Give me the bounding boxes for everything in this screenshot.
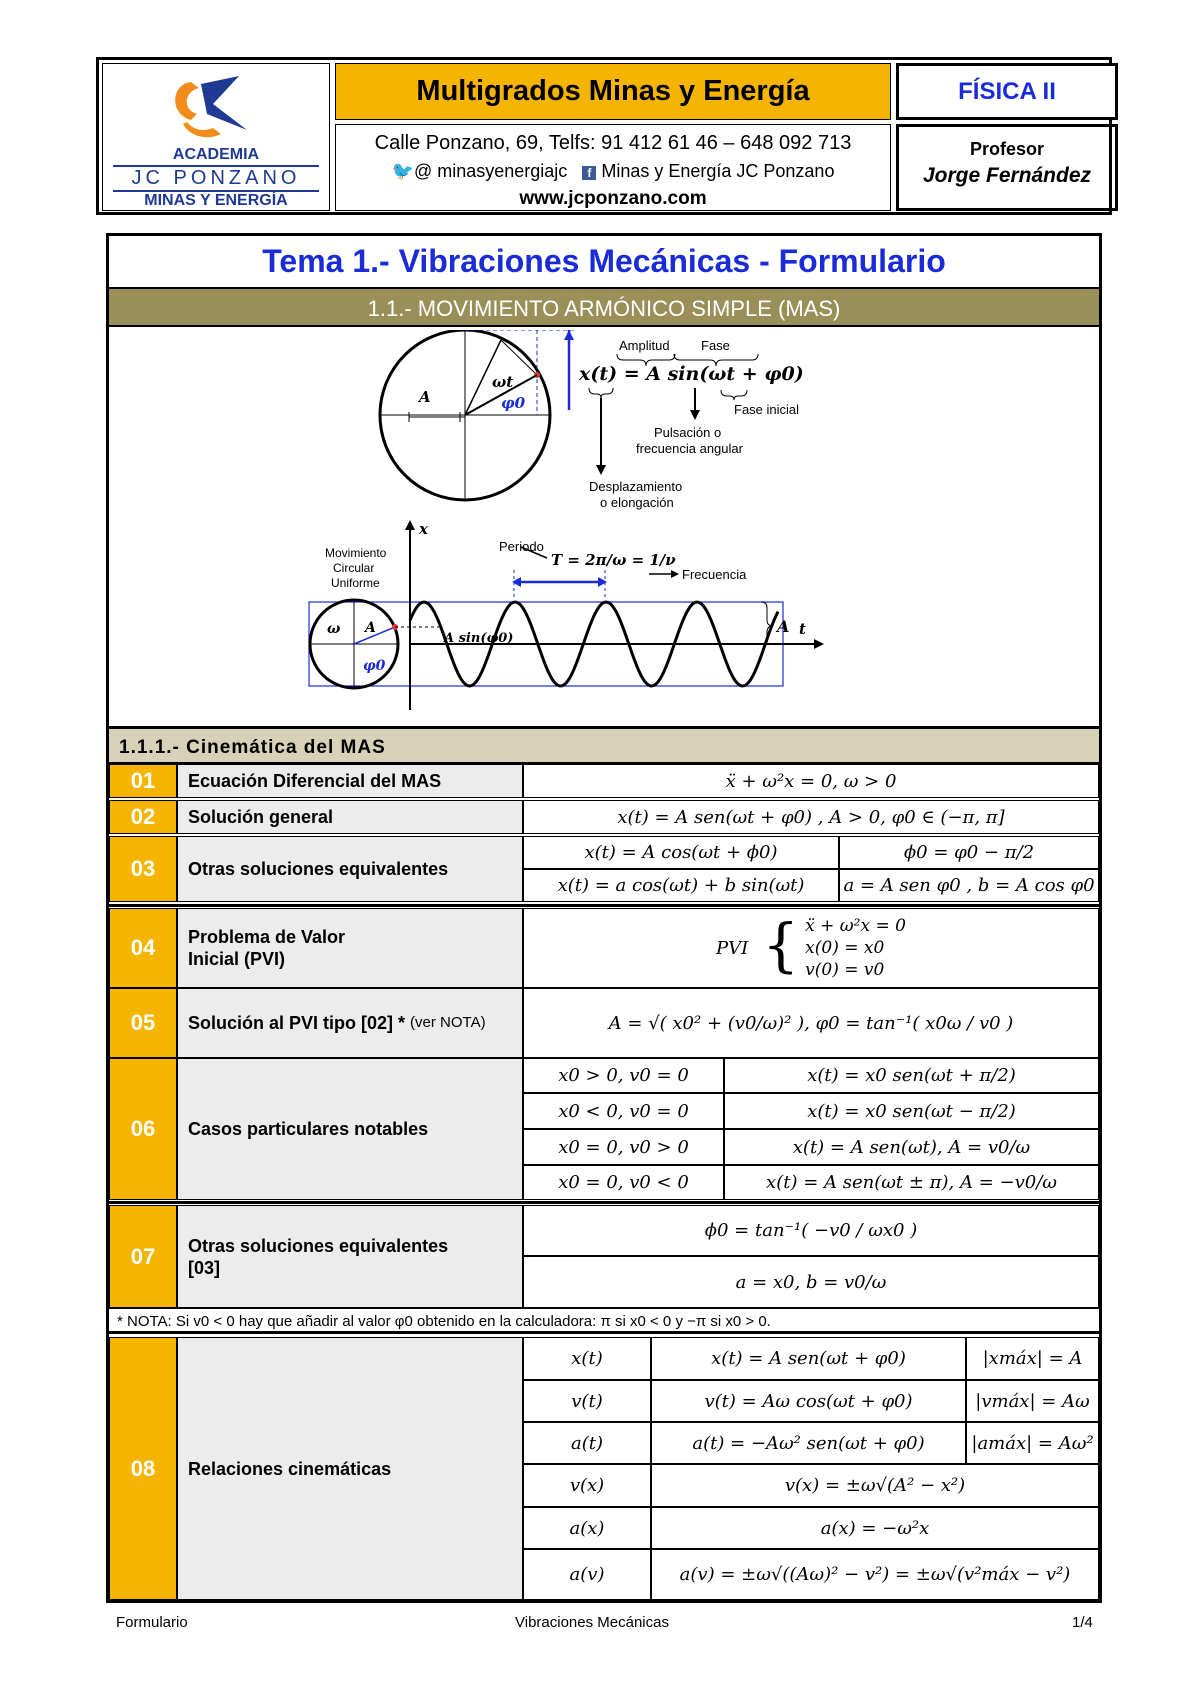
desplazamiento-label-1: Desplazamiento bbox=[589, 479, 683, 494]
row-02-label: Solución general bbox=[177, 800, 523, 834]
row-02-number: 02 bbox=[109, 800, 177, 834]
row-07-formula-2: a = x0, b = v0/ω bbox=[523, 1256, 1099, 1308]
page-title: Tema 1.- Vibraciones Mecánicas - Formulario bbox=[262, 243, 946, 279]
rel-1-var: x(t) bbox=[523, 1337, 651, 1380]
rel-4-var: v(x) bbox=[523, 1464, 651, 1507]
contact-box bbox=[335, 124, 891, 211]
row-07-label: Otras soluciones equivalentes [03] bbox=[177, 1205, 523, 1308]
case-3-condition: x0 = 0, v0 > 0 bbox=[523, 1129, 724, 1165]
row-03-formula-2: ϕ0 = φ0 − π/2 bbox=[839, 836, 1099, 869]
amplitud-label: Amplitud bbox=[619, 338, 670, 353]
mov-label-1: Movimiento bbox=[325, 546, 387, 560]
row-05-label-cell bbox=[177, 988, 523, 1058]
rel-3-max: |amáx| = Aω² bbox=[966, 1422, 1099, 1464]
row-03-label: Otras soluciones equivalentes bbox=[177, 836, 523, 902]
desplazamiento-label-2: o elongación bbox=[600, 495, 674, 510]
professor-name: Jorge Fernández bbox=[922, 164, 1092, 187]
pvi-label: PVI bbox=[716, 937, 749, 959]
address: Calle Ponzano, 69, Telfs: 91 412 61 46 – 648 092 713 bbox=[374, 132, 852, 154]
row-07-formula-1: ϕ0 = tan⁻¹( −v0 / ωx0 ) bbox=[523, 1205, 1099, 1256]
rel-1-max: |xmáx| = A bbox=[966, 1337, 1099, 1380]
pulsacion-label-1: Pulsación o bbox=[654, 425, 722, 440]
row-08-number: 08 bbox=[109, 1337, 177, 1600]
nota: * NOTA: Si v0 < 0 hay que añadir al valor φ0 obtenido en la calculadora: π si x0 < 0 y −π si x0 > 0. bbox=[109, 1308, 1099, 1334]
periodo-label: Periodo bbox=[499, 539, 544, 554]
professor-label: Profesor bbox=[969, 139, 1045, 159]
equation: x(t) = A sin(ωt + φ0) bbox=[579, 363, 804, 385]
case-4-condition: x0 = 0, v0 < 0 bbox=[523, 1165, 724, 1200]
row-04-number: 04 bbox=[109, 908, 177, 988]
rel-3-var: a(t) bbox=[523, 1422, 651, 1464]
row-03-formula-1: x(t) = A cos(ωt + ϕ0) bbox=[523, 836, 839, 869]
row-05-note-ref: (ver NOTA) bbox=[410, 1014, 486, 1031]
omega-label: ω bbox=[327, 621, 341, 637]
case-1-condition: x0 > 0, v0 = 0 bbox=[523, 1058, 724, 1093]
rel-5-formula: a(x) = −ω²x bbox=[651, 1507, 1099, 1549]
frecuencia-label: Frecuencia bbox=[682, 567, 747, 582]
org-name: Multigrados Minas y Energía bbox=[335, 63, 891, 120]
rel-2-max: |vmáx| = Aω bbox=[966, 1380, 1099, 1422]
row-07-number: 07 bbox=[109, 1205, 177, 1308]
phi0-label: φ0 bbox=[501, 394, 526, 412]
row-04-pvi: PVI { ẍ + ω²x = 0 x(0) = x0 v(0) = v0 bbox=[523, 908, 1099, 988]
rel-5-var: a(x) bbox=[523, 1507, 651, 1549]
row-03-formula-3: x(t) = a cos(ωt) + b sin(ωt) bbox=[523, 869, 839, 902]
row-03-formula-4: a = A sen φ0 , b = A cos φ0 bbox=[839, 869, 1099, 902]
mov-label-2: Circular bbox=[333, 561, 375, 575]
case-4-solution: x(t) = A sen(ωt ± π), A = −v0/ω bbox=[724, 1165, 1099, 1200]
subsection-title: 1.1.1.- Cinemática del MAS bbox=[109, 726, 1099, 764]
case-1-solution: x(t) = x0 sen(ωt + π/2) bbox=[724, 1058, 1099, 1093]
header bbox=[96, 57, 1112, 215]
logo-line3: MINAS Y ENERGÍA bbox=[144, 192, 288, 209]
mcu-phi0-label: φ0 bbox=[363, 658, 386, 674]
row-08-label: Relaciones cinemáticas bbox=[177, 1337, 523, 1600]
row-06-number: 06 bbox=[109, 1058, 177, 1200]
rel-6-var: a(v) bbox=[523, 1549, 651, 1600]
amp-label: A bbox=[419, 388, 431, 406]
page-number: 1/4 bbox=[1072, 1614, 1093, 1631]
row-05-formula: A = √( x0² + (v0/ω)² ), φ0 = tan⁻¹( x0ω / v0 ) bbox=[523, 988, 1099, 1058]
twitter-icon: 🐦 bbox=[391, 161, 414, 181]
row-01-number: 01 bbox=[109, 764, 177, 798]
case-2-condition: x0 < 0, v0 = 0 bbox=[523, 1093, 724, 1129]
mov-label-3: Uniforme bbox=[331, 576, 380, 590]
row-01-formula: ẍ + ω²x = 0, ω > 0 bbox=[523, 764, 1099, 798]
fase-inicial-label: Fase inicial bbox=[734, 402, 800, 417]
rel-2-formula: v(t) = Aω cos(ωt + φ0) bbox=[651, 1380, 966, 1422]
pvi-eq-3: v(0) = v0 bbox=[805, 960, 885, 980]
wt-label: ωt bbox=[492, 373, 514, 391]
facebook-icon: f bbox=[582, 166, 596, 180]
period-equation: T = 2π/ω = 1/ν bbox=[551, 551, 676, 569]
academy-logo bbox=[102, 63, 330, 211]
row-04-label: Problema de Valor Inicial (PVI) bbox=[177, 908, 523, 988]
professor-box bbox=[896, 124, 1118, 211]
rel-4-formula: v(x) = ±ω√(A² − x²) bbox=[651, 1464, 1099, 1507]
subject: FÍSICA II bbox=[896, 63, 1118, 120]
rel-6-formula: a(v) = ±ω√((Aω)² − v²) = ±ω√(v²máx − v²) bbox=[651, 1549, 1099, 1600]
wave-amp-label: A bbox=[777, 617, 790, 636]
footer-center: Vibraciones Mecánicas bbox=[515, 1614, 669, 1631]
logo-line2: JC PONZANO bbox=[131, 167, 301, 189]
mas-diagram bbox=[109, 330, 1099, 724]
rel-1-formula: x(t) = A sen(ωt + φ0) bbox=[651, 1337, 966, 1380]
social-row bbox=[336, 157, 890, 185]
t-axis-label: t bbox=[799, 620, 806, 638]
asin-label: A sin(φ0) bbox=[444, 631, 514, 646]
section-title: 1.1.- MOVIMIENTO ARMÓNICO SIMPLE (MAS) bbox=[109, 287, 1099, 327]
twitter-handle[interactable]: @ minasyenergiajc bbox=[413, 161, 568, 181]
logo-line1: ACADEMIA bbox=[172, 146, 260, 163]
rel-3-formula: a(t) = −Aω² sen(ωt + φ0) bbox=[651, 1422, 966, 1464]
pulsacion-label-2: frecuencia angular bbox=[636, 441, 743, 456]
row-03-number: 03 bbox=[109, 836, 177, 902]
pvi-eq-2: x(0) = x0 bbox=[805, 938, 885, 958]
footer-left: Formulario bbox=[116, 1614, 188, 1631]
row-02-formula: x(t) = A sen(ωt + φ0) , A > 0, φ0 ∈ (−π, π] bbox=[523, 800, 1099, 834]
rel-2-var: v(t) bbox=[523, 1380, 651, 1422]
row-05-number: 05 bbox=[109, 988, 177, 1058]
row-06-label: Casos particulares notables bbox=[177, 1058, 523, 1200]
fase-label: Fase bbox=[701, 338, 730, 353]
pvi-eq-1: ẍ + ω²x = 0 bbox=[805, 916, 906, 936]
case-3-solution: x(t) = A sen(ωt), A = v0/ω bbox=[724, 1129, 1099, 1165]
row-05-label: Solución al PVI tipo [02] * bbox=[188, 1013, 406, 1033]
facebook-page[interactable]: Minas y Energía JC Ponzano bbox=[601, 161, 835, 181]
logo-mark-icon bbox=[161, 74, 271, 146]
website-link[interactable]: www.jcponzano.com bbox=[519, 188, 707, 209]
row-01-label: Ecuación Diferencial del MAS bbox=[177, 764, 523, 798]
case-2-solution: x(t) = x0 sen(ωt − π/2) bbox=[724, 1093, 1099, 1129]
x-axis-label: x bbox=[419, 520, 428, 538]
mcu-amp-label: A bbox=[365, 620, 376, 636]
